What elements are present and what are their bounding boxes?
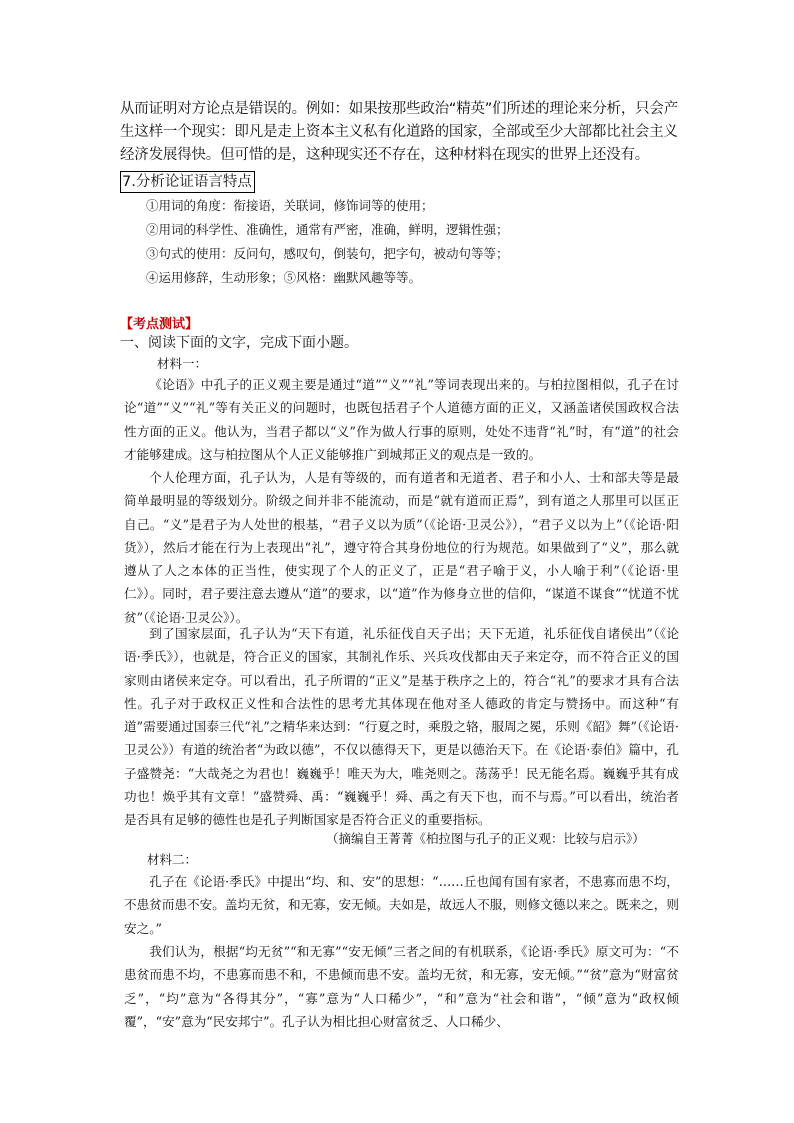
- intro-paragraph: 从而证明对方论点是错误的。例如：如果按那些政治“精英”们所述的理论来分析，只会产生这样一个现实：即凡是走上资本主义私有化道路的国家，全部或至少大部都比社会主义经济发展得快。但可惜的是，这种现实还不存在，这种材料在现实的世界上还没有。: [120, 101, 679, 163]
- section-7-item: ③句式的使用：反问句，感叹句，倒装句，把字句，被动句等等；: [146, 246, 509, 261]
- section-7-item: ①用词的角度：衔接语，关联词，修饰词等的使用；: [146, 198, 434, 213]
- question-1: 一、阅读下面的文字，完成下面小题。: [120, 335, 358, 351]
- material-2-paragraph: 我们认为，根据“均无贫”“和无寡”“安无倾”三者之间的有机联系，《论语·季氏》原文可为：“不患贫而患不均，不患寡而患不和，不患倾而患不安。盖均无贫，和无寡，安无倾。”“贫”意为“财富贫乏”，“均”意为“各得其分”，“寡”意为“人口稀少”，“和”意为“社会和谐”，“倾”意为“政权倾覆”，“安”意为“民安邦宁”。孔子认为相比担心财富贫乏、人口稀少、: [124, 944, 679, 1029]
- material-1-paragraph: 到了国家层面，孔子认为“天下有道，礼乐征伐自天子出；天下无道，礼乐征伐自诸侯出”（《论语·季氏》），也就是，符合正义的国家，其制礼作乐、兴兵攻伐都由天子来定夺，而不符合正义的国家则由诸侯来定夺。可以看出，孔子所谓的“正义”是基于秩序之上的，符合“礼”的要求才具有合法性。孔子对于政权正义性和合法性的思考尤其体现在他对圣人德政的肯定与赞扬中。而这种“有道”需要通过国泰三代“礼”之精华来达到：“行夏之时，乘殷之辂，服周之冕，乐则《韶》舞”（《论语·卫灵公》）有道的统治者“为政以德”，不仅以德得天下，更是以德治天下。在《论语·泰伯》篇中，孔子盛赞尧：“大哉尧之为君也！巍巍乎！唯天为大，唯尧则之。荡荡乎！民无能名焉。巍巍乎其有成功也！焕乎其有文章！”盛赞舜、禹：“巍巍乎！舜、禹之有天下也，而不与焉。”可以看出，统治者是否具有足够的德性也是孔子判断国家是否符合正义的重要指标。: [124, 626, 679, 828]
- material-1-paragraph: 《论语》中孔子的正义观主要是通过“道”“义”“礼”等词表现出来的。与柏拉图相似，孔子在讨论“道”“义”“礼”等有关正义的问题时，也既包括君子个人道德方面的正义，又涵盖诸侯国政权合法性方面的正义。他认为，当君子都以“义”作为做人行事的原则，处处不违背“礼”时，有“道”的社会才能够建成。这与柏拉图从个人正义能够推广到城邦正义的观点是一致的。: [124, 377, 679, 462]
- test-heading: 【考点测试】: [120, 317, 199, 332]
- section-7-item: ④运用修辞，生动形象；⑤风格：幽默风趣等等。: [146, 270, 422, 285]
- section-7-item: ②用词的科学性、准确性，通常有严密，准确，鲜明，逻辑性强；: [146, 222, 509, 237]
- material-1-paragraph: 个人伦理方面，孔子认为，人是有等级的，而有道者和无道者、君子和小人、士和部夫等是最简单最明显的等级划分。阶级之间并非不能流动，而是“就有道而正焉”，到有道之人那里可以匡正自己。“义”是君子为人处世的根基，“君子义以为质”（《论语·卫灵公》），“君子义以为上”（《论语·阳货》），然后才能在行为上表现出“礼”，遵守符合其身份地位的行为规范。如果做到了“义”，那么就遵从了人之本体的正当性，使实现了个人的正义了，正是“君子喻于义，小人喻于利”（《论语·里仁》）。同时，君子要注意去遵从“道”的要求，以“道”作为修身立世的信仰，“谋道不谋食”“忧道不忧贫”（《论语·卫灵公》）。: [124, 470, 679, 625]
- material-1-citation: （摘编自王菁菁《柏拉图与孔子的正义观：比较与启示》）: [326, 831, 645, 846]
- material-2-label: 材料二：: [147, 852, 198, 867]
- material-2-paragraph: 孔子在《论语·季氏》中提出“均、和、安”的思想：“……丘也闻有国有家者，不患寡而患不均，不患贫而患不安。盖均无贫，和无寡，安无倾。夫如是，故远人不服，则修文德以来之。既来之，则安之。”: [124, 874, 679, 936]
- material-1-label: 材料一：: [157, 356, 208, 371]
- section-7-heading: 7.分析论证语言特点: [120, 171, 255, 193]
